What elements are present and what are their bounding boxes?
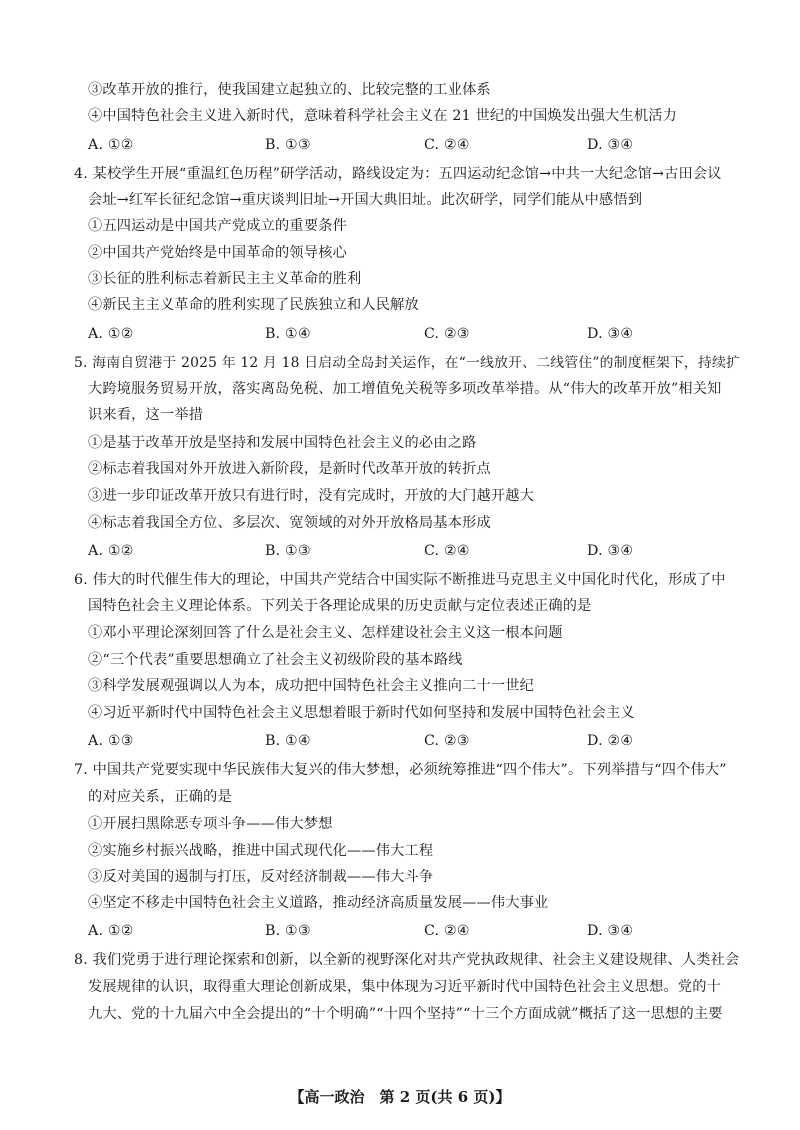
q7-choice-a: A. ①②	[88, 923, 134, 939]
q5-choice-b: B. ①③	[265, 543, 311, 559]
q6-option-2: ②“三个代表”重要思想确立了社会主义初级阶段的基本路线	[88, 652, 463, 668]
q6-choice-b: B. ①④	[265, 733, 311, 749]
q3-option-3: ③改革开放的推行，使我国建立起独立的、比较完整的工业体系	[88, 82, 491, 98]
q5-option-1: ①是基于改革开放是坚持和发展中国特色社会主义的必由之路	[88, 435, 477, 451]
q3-choice-b: B. ①③	[265, 137, 311, 153]
q7-option-1: ①开展扫黑除恶专项斗争——伟大梦想	[88, 816, 333, 832]
q4-option-3: ③长征的胜利标志着新民主主义革命的胜利	[88, 271, 362, 287]
q6-choice-d: D. ②④	[587, 733, 634, 749]
q4-option-1: ①五四运动是中国共产党成立的重要条件	[88, 218, 347, 234]
q4-option-2: ②中国共产党始终是中国革命的领导核心	[88, 245, 347, 261]
q4-choice-a: A. ①②	[88, 326, 134, 342]
q5-choice-c: C. ②④	[424, 543, 470, 559]
q6-stem-line-2: 国特色社会主义理论体系。下列关于各理论成果的历史贡献与定位表述正确的是	[88, 598, 592, 614]
q8-stem-line-3: 九大、党的十九届六中全会提出的“十个明确”“十四个坚持”“十三个方面成就”概括了这一思想的主要	[88, 1006, 723, 1022]
q4-option-4: ④新民主主义革命的胜利实现了民族独立和人民解放	[88, 297, 419, 313]
q7-option-4: ④坚定不移走中国特色社会主义道路，推动经济高质量发展——伟大事业	[88, 895, 549, 911]
q6-option-1: ①邓小平理论深刻回答了什么是社会主义、怎样建设社会主义这一根本问题	[88, 625, 563, 641]
q4-choice-b: B. ①④	[265, 326, 311, 342]
q5-option-2: ②标志着我国对外开放进入新阶段，是新时代改革开放的转折点	[88, 461, 491, 477]
q4-choice-c: C. ②③	[424, 326, 470, 342]
q7-choices	[88, 918, 738, 944]
q8-stem-line-2: 发展规律的认识，取得重大理论创新成果，集中体现为习近平新时代中国特色社会主义思想。党的十	[88, 979, 722, 995]
q3-option-4: ④中国特色社会主义进入新时代，意味着科学社会主义在 21 世纪的中国焕发出强大生机活力	[88, 108, 677, 124]
q5-option-4: ④标志着我国全方位、多层次、宽领域的对外开放格局基本形成	[88, 515, 491, 531]
q3-choice-d: D. ③④	[587, 137, 634, 153]
q5-choice-d: D. ③④	[587, 543, 634, 559]
q3-choices	[88, 132, 738, 158]
q8-stem-line-1: 8. 我们党勇于进行理论探索和创新，以全新的视野深化对共产党执政规律、社会主义建设规律、人类社会	[74, 952, 740, 968]
q6-stem-line-1: 6. 伟大的时代催生伟大的理论，中国共产党结合中国实际不断推进马克思主义中国化时代化，形成了中	[74, 572, 726, 588]
q5-option-3: ③进一步印证改革开放只有进行时，没有完成时，开放的大门越开越大	[88, 488, 535, 504]
q7-option-2: ②实施乡村振兴战略，推进中国式现代化——伟大工程	[88, 843, 434, 859]
q3-choice-c: C. ②④	[424, 137, 470, 153]
q4-stem-line-1: 4. 某校学生开展“重温红色历程”研学活动，路线设定为：五四运动纪念馆→中共一大纪念馆→古田会议	[74, 166, 722, 182]
q6-choices	[88, 728, 738, 754]
q3-choice-a: A. ①②	[88, 137, 134, 153]
q5-stem-line-2: 大跨境服务贸易开放，落实离岛免税、加工增值免关税等多项改革举措。从“伟大的改革开放”相关知	[88, 381, 722, 397]
q6-option-4: ④习近平新时代中国特色社会主义思想着眼于新时代如何坚持和发展中国特色社会主义	[88, 705, 635, 721]
q5-choice-a: A. ①②	[88, 543, 134, 559]
q7-option-3: ③反对美国的遏制与打压，反对经济制裁——伟大斗争	[88, 869, 434, 885]
q5-stem-line-1: 5. 海南自贸港于 2025 年 12 月 18 日启动全岛封关运作，在“一线放开、二线管住”的制度框架下，持续扩	[74, 355, 741, 371]
q7-choice-b: B. ①③	[265, 923, 311, 939]
q7-stem-line-1: 7. 中国共产党要实现中华民族伟大复兴的伟大梦想，必须统筹推进“四个伟大”。下列举措与“四个伟大”	[74, 762, 727, 778]
q5-stem-line-3: 识来看，这一举措	[88, 407, 204, 423]
q6-choice-a: A. ①③	[88, 733, 134, 749]
q6-choice-c: C. ②③	[424, 733, 470, 749]
q4-choice-d: D. ③④	[587, 326, 634, 342]
q4-stem-line-2: 会址→红军长征纪念馆→重庆谈判旧址→开国大典旧址。此次研学，同学们能从中感悟到	[88, 192, 643, 208]
q4-choices	[88, 321, 738, 347]
page-footer: 【高一政治 第 2 页(共 6 页)】	[289, 1088, 511, 1106]
q6-option-3: ③科学发展观强调以人为本，成功把中国特色社会主义推向二十一世纪	[88, 678, 535, 694]
q5-choices	[88, 538, 738, 564]
q7-choice-c: C. ②④	[424, 923, 470, 939]
q7-stem-line-2: 的对应关系，正确的是	[88, 789, 232, 805]
q7-choice-d: D. ③④	[587, 923, 634, 939]
